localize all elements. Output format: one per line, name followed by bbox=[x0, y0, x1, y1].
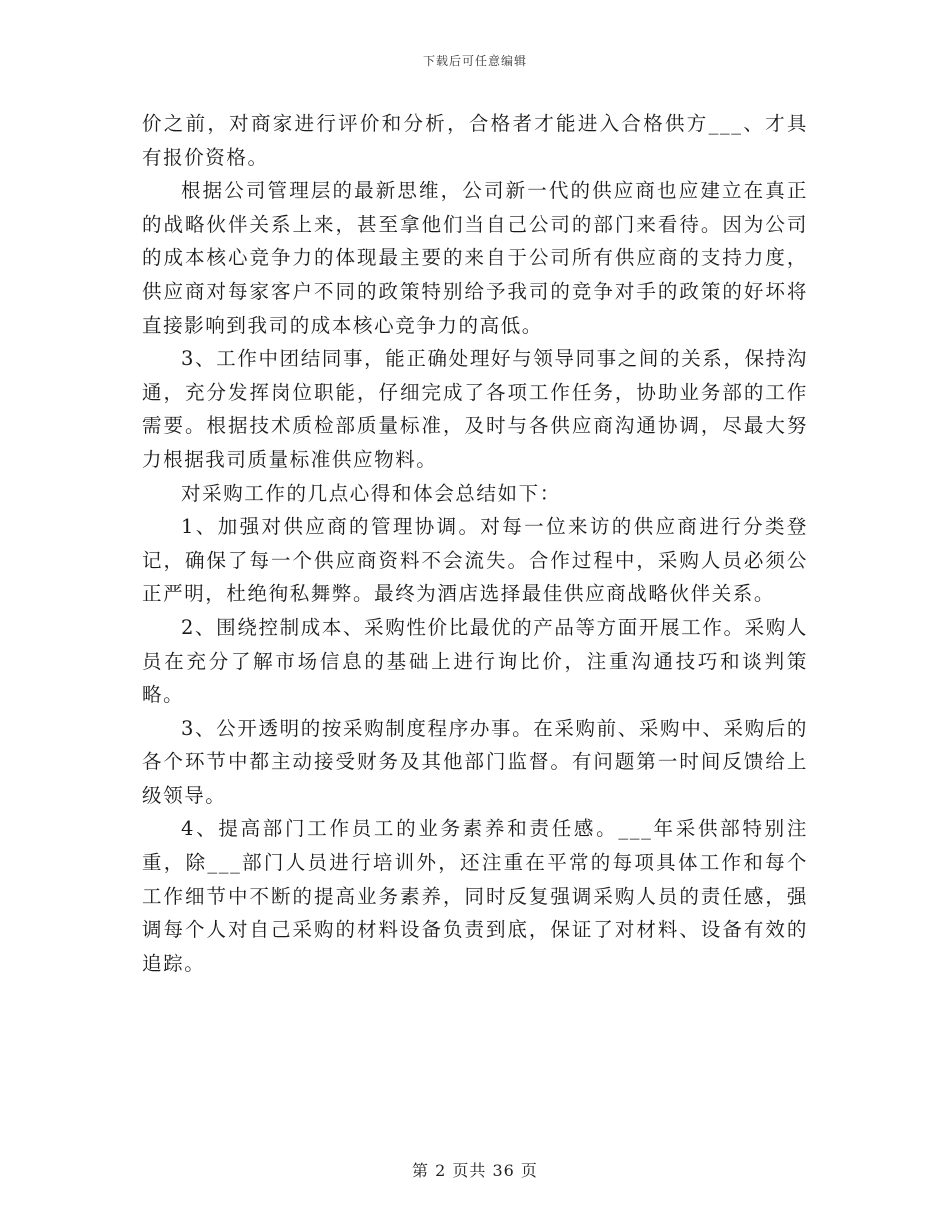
paragraph-1: 价之前，对商家进行评价和分析，合格者才能进入合格供方___、才具有报价资格。 bbox=[142, 112, 808, 169]
paragraph-4: 对采购工作的几点心得和体会总结如下： bbox=[181, 481, 561, 505]
paragraph-8: 4、提高部门工作员工的业务素养和责任感。___年采供部特别注重，除___部门人员进行培训外，还注重在平常的每项具体工作和每个工作细节中不断的提高业务素养，同时反复强调采购人员的责任感，强调每个人对自己采购的材料设备负责到底，保证了对材料、设备有效的追踪。 bbox=[142, 817, 808, 975]
paragraph-2: 根据公司管理层的最新思维，公司新一代的供应商也应建立在真正的战略伙伴关系上来，甚至拿他们当自己公司的部门来看待。因为公司的成本核心竞争力的体现最主要的来自于公司所有供应商的支持力度，供应商对每家客户不同的政策特别给予我司的竞争对手的政策的好坏将直接影响到我司的成本核心竞争力的高低。 bbox=[142, 179, 808, 337]
paragraph-3: 3、工作中团结同事，能正确处理好与领导同事之间的关系，保持沟通，充分发挥岗位职能，仔细完成了各项工作任务，协助业务部的工作需要。根据技术质检部质量标准，及时与各供应商沟通协调，尽最大努力根据我司质量标准供应物料。 bbox=[142, 347, 808, 471]
paragraph-6: 2、围绕控制成本、采购性价比最优的产品等方面开展工作。采购人员在充分了解市场信息的基础上进行询比价，注重沟通技巧和谈判策略。 bbox=[142, 615, 808, 707]
paragraph-7: 3、公开透明的按采购制度程序办事。在采购前、采购中、采购后的各个环节中都主动接受财务及其他部门监督。有问题第一时间反馈给上级领导。 bbox=[142, 716, 808, 807]
paragraph-5: 1、加强对供应商的管理协调。对每一位来访的供应商进行分类登记，确保了每一个供应商资料不会流失。合作过程中，采购人员必须公正严明，杜绝徇私舞弊。最终为酒店选择最佳供应商战略伙伴关系。 bbox=[142, 515, 808, 606]
page-header: 下载后可任意编辑 bbox=[422, 54, 527, 68]
document-body bbox=[142, 107, 808, 980]
page-footer: 第 2 页共 36 页 bbox=[412, 1161, 538, 1180]
